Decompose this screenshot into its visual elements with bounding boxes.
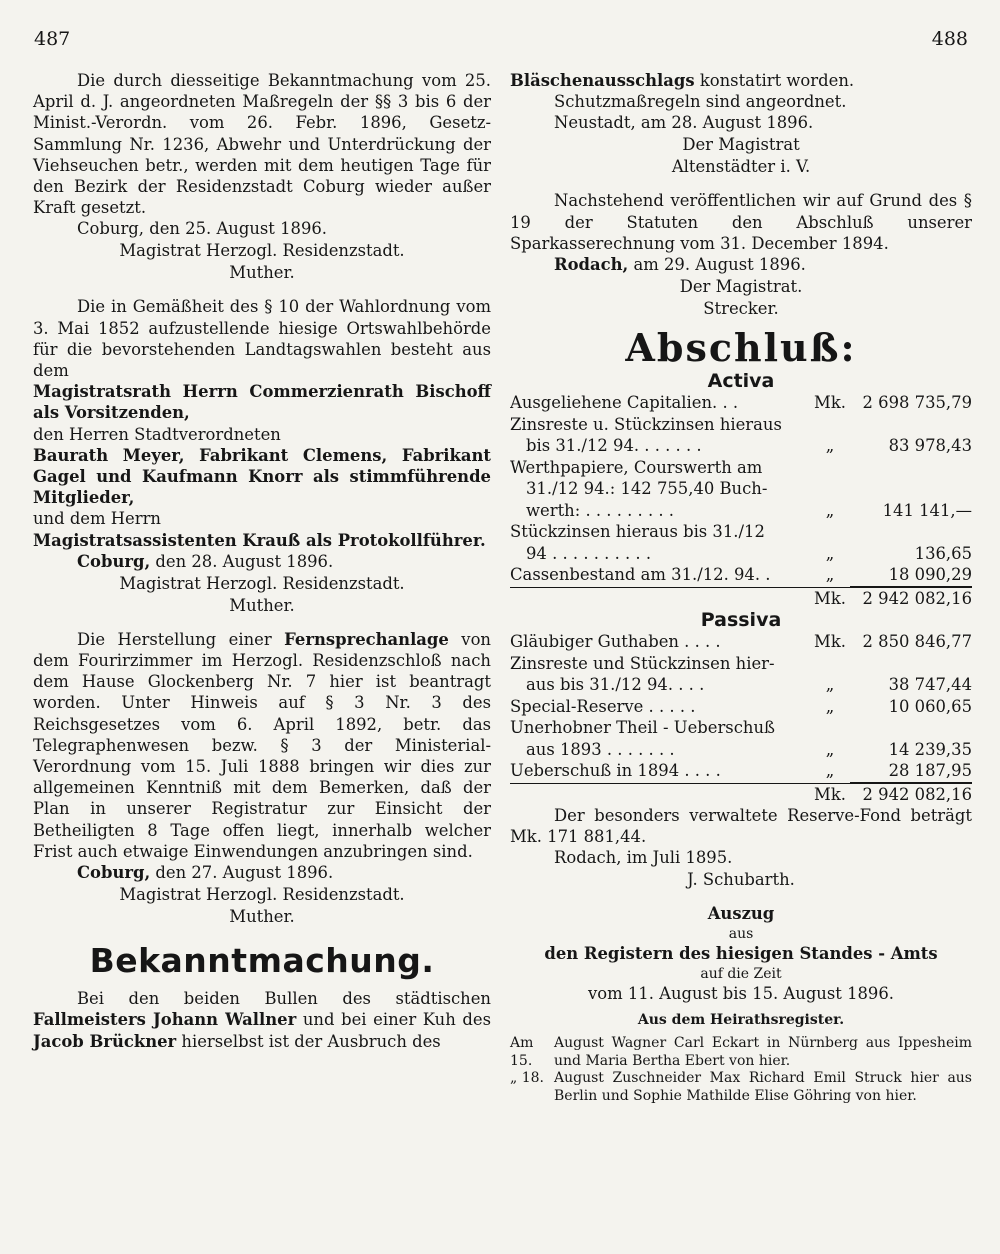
text-run: hierselbst ist der Ausbruch des bbox=[176, 1031, 441, 1051]
amount: 2 942 082,16 bbox=[862, 588, 972, 608]
notice-fernsprechanlage bbox=[33, 629, 491, 928]
extract-heading-line: aus bbox=[728, 926, 754, 943]
notice-chair: Magistratsrath Herrn Commerzienrath Bischoff als Vorsitzenden, bbox=[33, 382, 491, 423]
extract-heading-line: den Registern des hiesigen Standes - Amts bbox=[544, 944, 938, 964]
statement-signature: J. Schubarth. bbox=[687, 870, 795, 890]
register-extract bbox=[510, 903, 972, 1105]
ledger-row bbox=[510, 435, 972, 457]
ledger-label: 94 . . . . . . . . . . bbox=[526, 543, 652, 563]
ledger-row bbox=[510, 653, 972, 675]
entry-date: Am 15. bbox=[510, 1035, 534, 1069]
notice-text: Schutzmaßregeln sind angeordnet. bbox=[554, 92, 847, 112]
currency: „ bbox=[825, 675, 835, 695]
amount: 10 060,65 bbox=[888, 696, 972, 716]
page-number-left: 487 bbox=[34, 28, 71, 50]
notice-signature-authority: Magistrat Herzogl. Residenzstadt. bbox=[119, 241, 405, 261]
notice-date: Coburg, den 25. August 1896. bbox=[77, 219, 328, 239]
text-run: von dem Fourirzimmer im Herzogl. Residenzschloß nach dem Hause Glockenberg Nr. 7 hier ist beantragt worden. Unter Hinweis auf § 3 Nr. 3 des Reichsgesetzes vom 6. April 1892, betr. das Telegraphenwesen bezw. § 3 der Ministerial-Verordnung vom 15. Juli 1888 bringen wir dies zur allgemeinen Kenntniß mit dem Bemerken, daß der Plan in unserer Registratur zur Einsicht der Betheiligten 8 Tage offen liegt, innerhalb welcher Frist auch etwaige Einwendungen anzubringen sind. bbox=[33, 629, 491, 861]
notice-signature-authority: Magistrat Herzogl. Residenzstadt. bbox=[119, 573, 405, 593]
currency: „ bbox=[825, 543, 835, 563]
entry-text: August Wagner Carl Eckart in Nürnberg aus Ippesheim und Maria Bertha Ebert von hier. bbox=[554, 1035, 972, 1069]
ledger-row bbox=[510, 392, 972, 414]
ledger-label: Cassenbestand am 31./12. 94. . bbox=[510, 565, 771, 585]
text-run-bold: Bläschenausschlags bbox=[510, 71, 695, 90]
ledger-row bbox=[510, 521, 972, 543]
marriage-register-heading: Aus dem Heirathsregister. bbox=[637, 1012, 845, 1029]
activa-total-row bbox=[510, 587, 972, 610]
amount: 38 747,44 bbox=[888, 675, 972, 695]
statement-heading: Abschluß: bbox=[625, 325, 857, 371]
ledger-label: Gläubiger Guthaben . . . . bbox=[510, 632, 721, 652]
currency: „ bbox=[825, 565, 835, 585]
extract-heading-line: auf die Zeit bbox=[700, 966, 782, 983]
ledger-row bbox=[510, 760, 972, 783]
date-place: Coburg, bbox=[77, 863, 151, 883]
amount: 83 978,43 bbox=[888, 436, 972, 456]
ledger-label: werth: . . . . . . . . . bbox=[526, 500, 675, 520]
notice-text bbox=[33, 988, 491, 1052]
ledger-label: bis 31./12 94. . . . . . . bbox=[526, 436, 702, 456]
text-run: Bei den beiden Bullen des städtischen bbox=[77, 989, 491, 1009]
currency: „ bbox=[825, 500, 835, 520]
amount: 2 698 735,79 bbox=[862, 393, 972, 413]
notice-text: Die durch diesseitige Bekanntmachung vom 25. April d. J. angeordneten Maßregeln der §§ 3 bis 6 der Minist.-Verordn. vom 26. Febr. 1896, Gesetz-Sammlung Nr. 1236, Abwehr und Unterdrückung der Viehseuchen betr., werden mit dem heutigen Tage für den Bezirk der Residenzstadt Coburg wieder außer Kraft gesetzt. bbox=[33, 71, 491, 218]
amount: 14 239,35 bbox=[888, 739, 972, 759]
marriage-entries bbox=[510, 1035, 972, 1105]
entry-date: „ 18. bbox=[510, 1070, 544, 1087]
activa-table bbox=[510, 392, 972, 587]
ledger-row bbox=[510, 717, 972, 739]
notice-signature-name: Muther. bbox=[229, 595, 295, 615]
ledger-label: Stückzinsen hieraus bis 31./12 bbox=[510, 522, 765, 542]
notice-signature-name: Muther. bbox=[229, 907, 295, 927]
notice-date: Neustadt, am 28. August 1896. bbox=[554, 113, 814, 133]
right-column bbox=[510, 70, 972, 1105]
text-run: konstatirt worden. bbox=[694, 71, 855, 90]
date-rest: den 28. August 1896. bbox=[150, 551, 334, 571]
currency bbox=[810, 653, 850, 675]
notice-signature-name: Altenstädter i. V. bbox=[671, 157, 811, 177]
reserve-note: Der besonders verwaltete Reserve-Fond beträgt Mk. 171 881,44. bbox=[510, 806, 972, 847]
notice-text bbox=[510, 70, 972, 91]
page-number-right: 488 bbox=[931, 28, 968, 50]
ledger-label: Unerhobner Theil - Ueberschuß bbox=[510, 718, 775, 738]
passiva-total-row bbox=[510, 783, 972, 806]
currency: Mk. bbox=[814, 588, 846, 608]
notice-signature-authority: Der Magistrat bbox=[682, 135, 800, 155]
notice-text: Nachstehend veröffentlichen wir auf Grund des § 19 der Statuten den Abschluß unserer Sparkasserechnung vom 31. December 1894. bbox=[510, 191, 972, 253]
ledger-label: Special-Reserve . . . . . bbox=[510, 696, 696, 716]
notice-intro: Die in Gemäßheit des § 10 der Wahlordnung vom 3. Mai 1852 aufzustellende hiesige Ortswahlbehörde für die bevorstehenden Landtagswahlen besteht aus dem bbox=[33, 297, 491, 381]
ledger-label: Ueberschuß in 1894 . . . . bbox=[510, 761, 721, 781]
ledger-label: 31./12 94.: 142 755,40 Buch- bbox=[526, 479, 768, 499]
amount bbox=[850, 717, 972, 739]
date-place: Coburg, bbox=[77, 551, 151, 571]
text-run-bold: Fallmeisters Johann Wallner bbox=[33, 1010, 297, 1030]
amount bbox=[850, 478, 972, 500]
date-rest: am 29. August 1896. bbox=[628, 255, 806, 275]
text-run-bold: Jacob Brückner bbox=[33, 1031, 177, 1051]
ledger-row bbox=[510, 564, 972, 587]
currency: „ bbox=[825, 696, 835, 716]
currency bbox=[810, 717, 850, 739]
currency: „ bbox=[825, 761, 835, 781]
ledger-label: Zinsreste u. Stückzinsen hieraus bbox=[510, 414, 782, 434]
notice-heading: Bekanntmachung. bbox=[89, 941, 435, 981]
amount bbox=[850, 414, 972, 436]
notice-text bbox=[33, 629, 491, 862]
extract-period: vom 11. August bis 15. August 1896. bbox=[587, 984, 894, 1004]
notice-secretary: Magistratsassistenten Krauß als Protokollführer. bbox=[33, 530, 486, 550]
extract-heading: Auszug bbox=[707, 904, 775, 924]
currency bbox=[810, 521, 850, 543]
notice-date bbox=[77, 862, 491, 884]
currency: „ bbox=[825, 739, 835, 759]
date-place: Rodach, bbox=[554, 255, 629, 275]
passiva-heading: Passiva bbox=[700, 609, 782, 632]
register-entry bbox=[510, 1070, 972, 1105]
currency bbox=[810, 478, 850, 500]
notice-signature-name: Muther. bbox=[229, 263, 295, 283]
text-run: Die Herstellung einer bbox=[77, 629, 285, 649]
ledger-row bbox=[510, 674, 972, 696]
amount bbox=[850, 457, 972, 479]
ledger-row bbox=[510, 696, 972, 718]
notice-text: und dem Herrn bbox=[33, 509, 161, 529]
text-run-bold: Fernsprechanlage bbox=[284, 629, 449, 649]
entry-text: August Zuschneider Max Richard Emil Struck hier aus Berlin und Sophie Mathilde Elise Göhring von hier. bbox=[554, 1070, 972, 1104]
activa-heading: Activa bbox=[707, 370, 775, 393]
ledger-row bbox=[510, 739, 972, 761]
currency bbox=[810, 457, 850, 479]
notice-wahlbehoerde bbox=[33, 296, 491, 616]
left-column bbox=[33, 70, 491, 1052]
amount: 18 090,29 bbox=[850, 564, 972, 587]
notice-signature-name: Strecker. bbox=[703, 299, 779, 319]
notice-date bbox=[554, 254, 972, 276]
currency: Mk. bbox=[814, 393, 846, 413]
passiva-table bbox=[510, 631, 972, 783]
text-run: und bei einer Kuh des bbox=[296, 1010, 491, 1030]
ledger-label: Ausgeliehene Capitalien. . . bbox=[510, 393, 739, 413]
amount: 2 942 082,16 bbox=[862, 784, 972, 804]
register-entry bbox=[510, 1035, 972, 1070]
ledger-row bbox=[510, 414, 972, 436]
notice-date bbox=[77, 551, 491, 573]
notice-text: den Herren Stadtverordneten bbox=[33, 424, 281, 444]
ledger-row bbox=[510, 631, 972, 653]
ledger-row bbox=[510, 478, 972, 500]
amount: 28 187,95 bbox=[850, 760, 972, 783]
amount bbox=[850, 521, 972, 543]
notice-signature-authority: Magistrat Herzogl. Residenzstadt. bbox=[119, 885, 405, 905]
ledger-label: aus 1893 . . . . . . . bbox=[526, 739, 675, 759]
date-rest: den 27. August 1896. bbox=[150, 863, 334, 883]
ledger-label: aus bis 31./12 94. . . . bbox=[526, 675, 705, 695]
notice-sparkasse bbox=[510, 190, 972, 891]
amount: 136,65 bbox=[914, 543, 972, 563]
notice-signature-authority: Der Magistrat. bbox=[679, 277, 803, 297]
amount bbox=[850, 653, 972, 675]
currency: Mk. bbox=[814, 632, 846, 652]
notice-members: Baurath Meyer, Fabrikant Clemens, Fabrikant Gagel und Kaufmann Knorr als stimmführende Mitglieder, bbox=[33, 445, 491, 508]
currency: „ bbox=[825, 436, 835, 456]
ledger-row bbox=[510, 457, 972, 479]
notice-bekanntmachung bbox=[33, 940, 491, 1052]
ledger-label: Zinsreste und Stückzinsen hier- bbox=[510, 653, 775, 673]
ledger-label: Werthpapiere, Courswerth am bbox=[510, 457, 763, 477]
notice-blaeschenausschlag bbox=[510, 70, 972, 178]
ledger-row bbox=[510, 500, 972, 522]
ledger-row bbox=[510, 543, 972, 565]
currency: Mk. bbox=[814, 784, 846, 804]
notice-viehseuchen bbox=[33, 70, 491, 284]
currency bbox=[810, 414, 850, 436]
amount: 2 850 846,77 bbox=[862, 632, 972, 652]
statement-date: Rodach, im Juli 1895. bbox=[554, 848, 733, 868]
amount: 141 141,— bbox=[882, 500, 972, 520]
